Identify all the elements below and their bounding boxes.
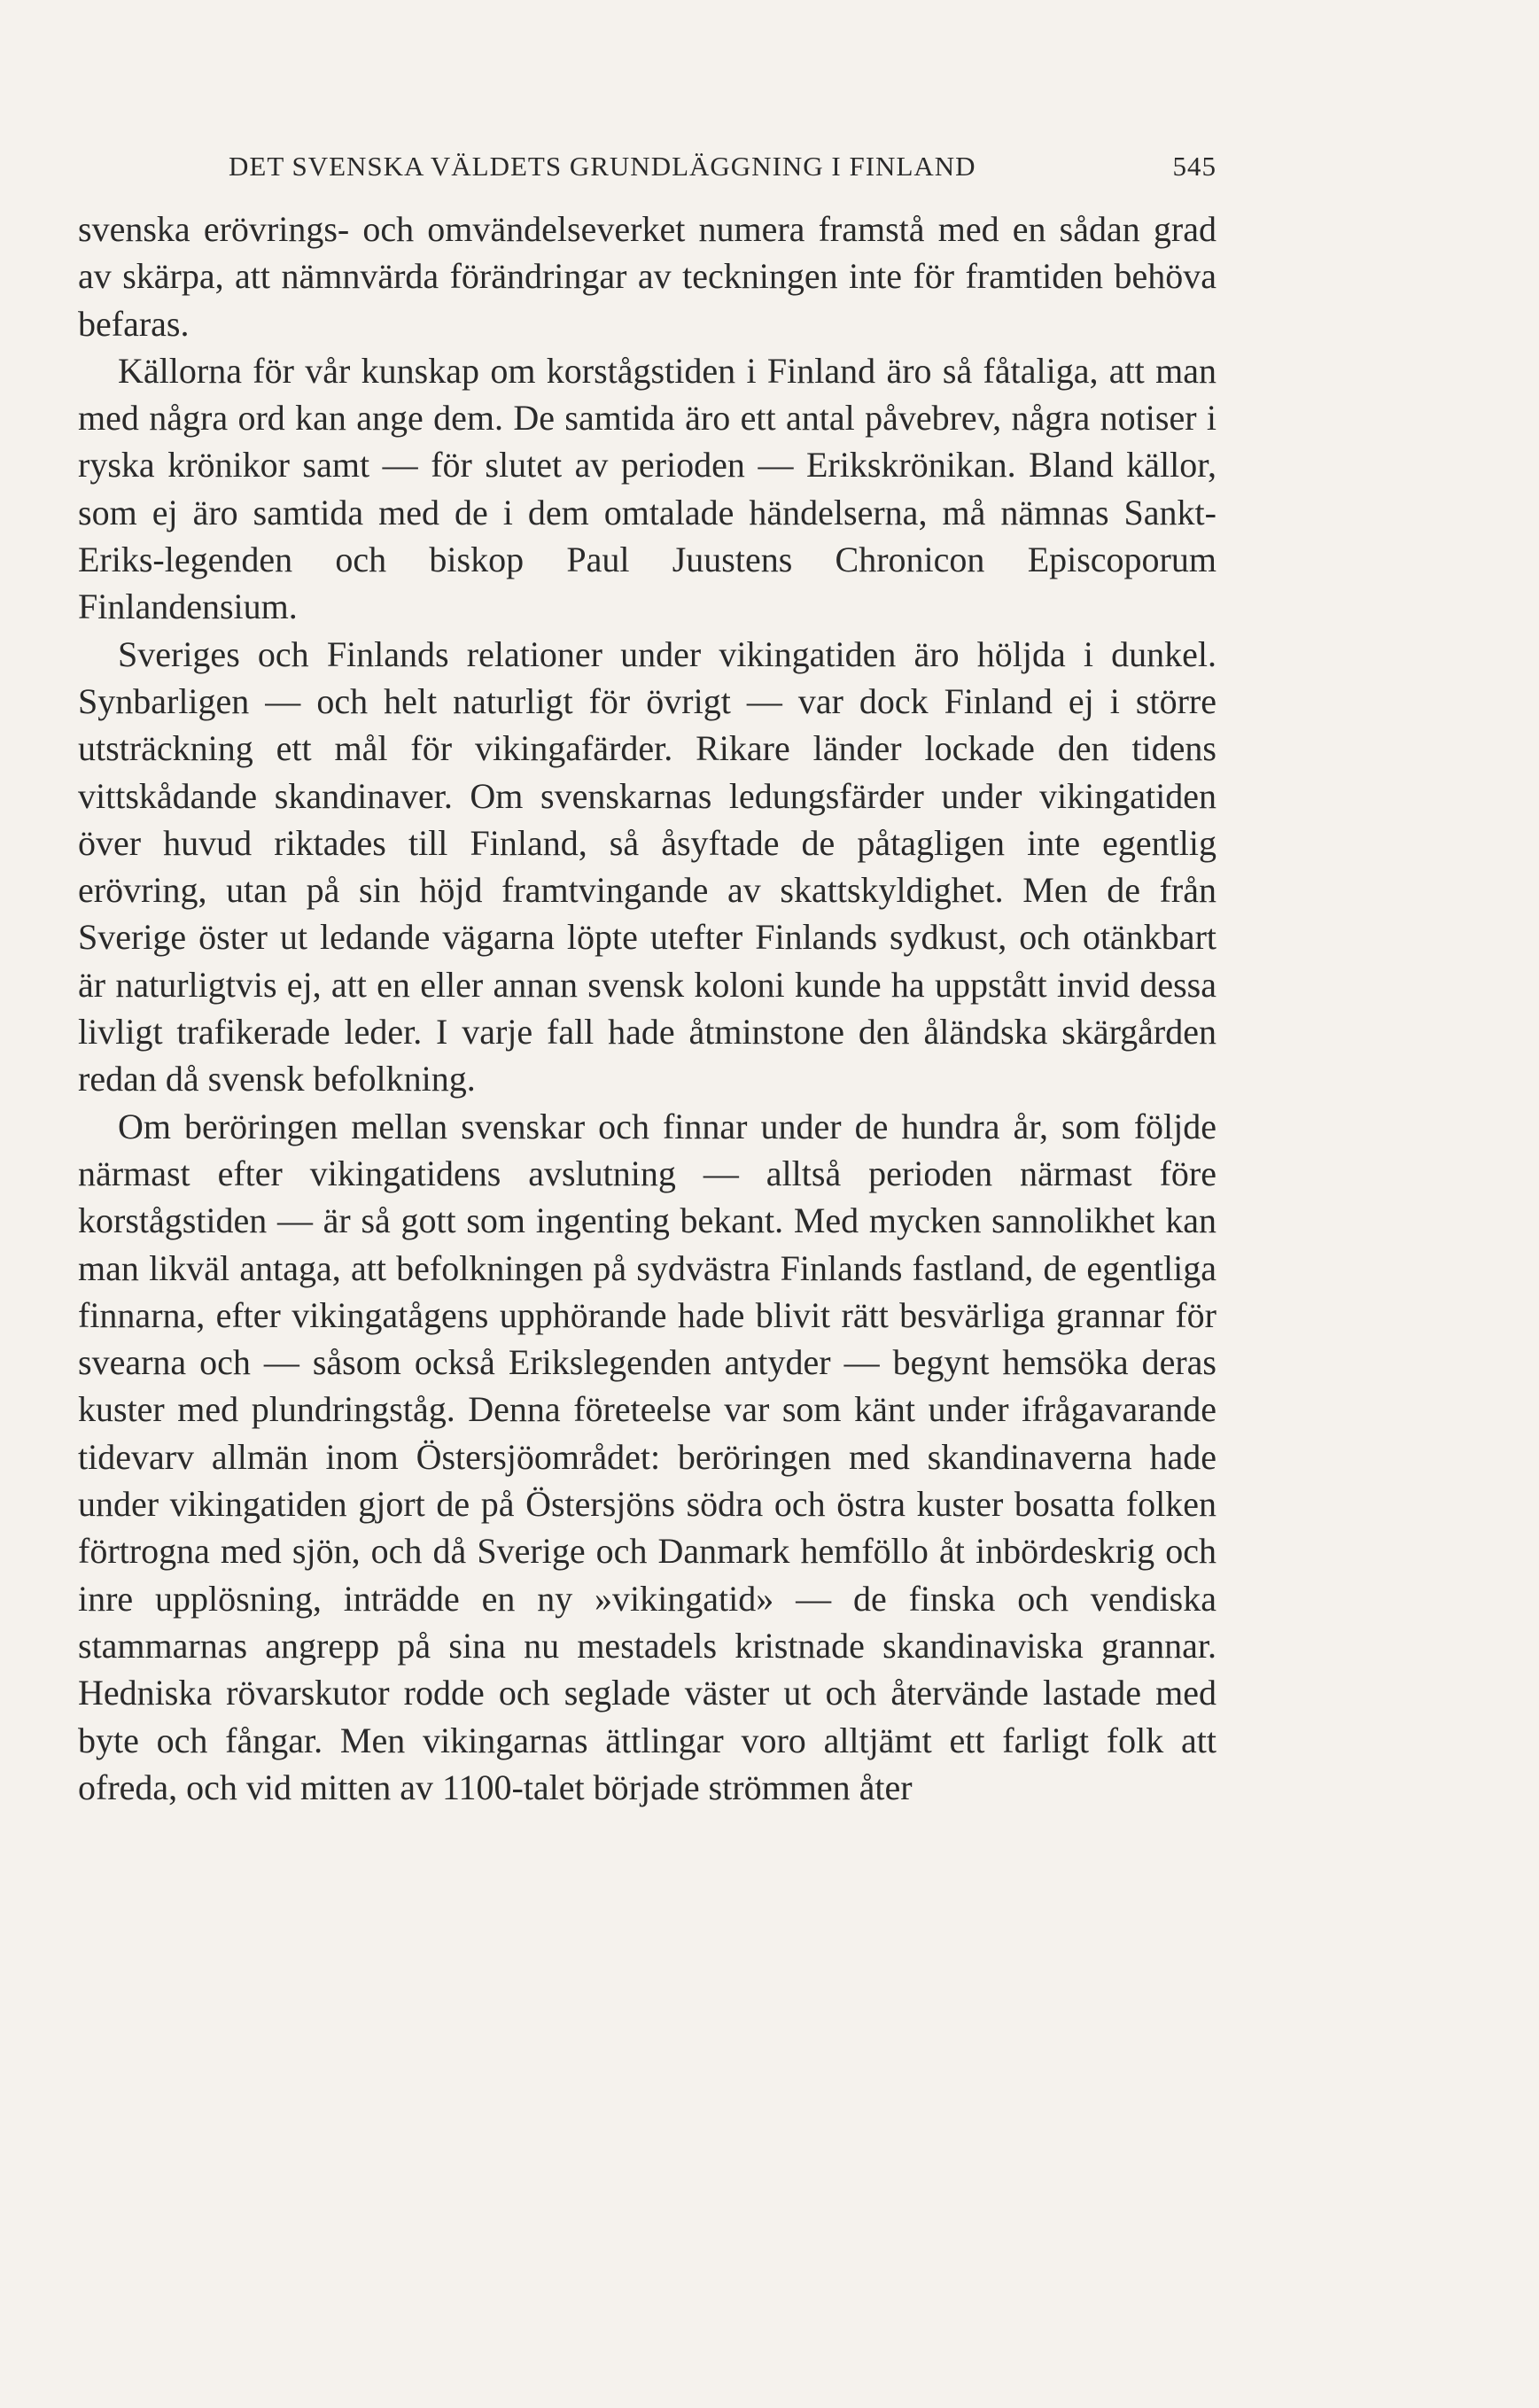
paragraph-continuation: svenska erövrings- och omvändelseverket numera framstå med en sådan grad av skärpa, att nämnvärda förändringar av teckningen inte för framtiden behöva befaras. [78, 209, 1216, 344]
paragraph-pre-crusade: Om beröringen mellan svenskar och finnar under de hundra år, som följde närmast efter vikingatidens avslutning — alltså perioden närmast före korstågstiden — är så gott som ingenting bekant. Med mycken sannolikhet kan man likväl antaga, att befolkningen på sydvästra Finlands fastland, de egentliga finnarna, efter vikingatågens upphörande hade blivit rätt besvärliga grannar för svearna och — såsom också Erikslegenden antyder — begynt hemsöka deras kuster med plundringståg. Denna företeelse var som känt under ifrågavarande tidevarv allmän inom Östersjöområdet: beröringen med skandinaverna hade under vikingatiden gjort de på Östersjöns södra och östra kuster bosatta folken förtrogna med sjön, och då Sverige och Danmark hemföllo åt inbördeskrig och inre upplösning, inträdde en ny »vikingatid» — de finska och vendiska stammarnas angrepp på sina nu mestadels kristnade skandinaviska grannar. Hedniska rövarskutor rodde och seglade väster ut och återvände lastade med byte och fångar. Men vikingarnas ättlingar voro alltjämt ett farligt folk att ofreda, och vid mitten av 1100-talet började strömmen åter [78, 1106, 1216, 1807]
paragraph-sources: Källorna för vår kunskap om korstågstiden i Finland äro så fåtaliga, att man med några ord kan ange dem. De samtida äro ett antal påvebrev, några notiser i ryska krönikor samt — för slutet av perioden — Erikskrönikan. Bland källor, som ej äro samtida med de i dem omtalade händelserna, må nämnas Sankt-Eriks-legenden och biskop Paul Juustens Chronicon Episcoporum Finlandensium. [78, 350, 1216, 627]
paragraph-viking-age: Sveriges och Finlands relationer under vikingatiden äro höljda i dunkel. Synbarligen — och helt naturligt för övrigt — var dock Finland ej i större utsträckning ett mål för vikingafärder. Rikare länder lockade den tidens vittskådande skandinaver. Om svenskarnas ledungsfärder under vikingatiden över huvud riktades till Finland, så åsyftade de påtagligen inte egentlig erövring, utan på sin höjd framtvingande av skattskyldighet. Men de från Sverige öster ut ledande vägarna löpte utefter Finlands sydkust, och otänkbart är naturligtvis ej, att en eller annan svensk koloni kunde ha uppstått invid dessa livligt trafikerade leder. I varje fall hade åtminstone den åländska skärgården redan då svensk befolkning. [78, 633, 1216, 1099]
body-text [78, 206, 1216, 1811]
running-title: DET SVENSKA VÄLDETS GRUNDLÄGGNING I FINLAND [229, 151, 976, 182]
page-number: 545 [1172, 151, 1216, 182]
running-head [229, 151, 1216, 195]
